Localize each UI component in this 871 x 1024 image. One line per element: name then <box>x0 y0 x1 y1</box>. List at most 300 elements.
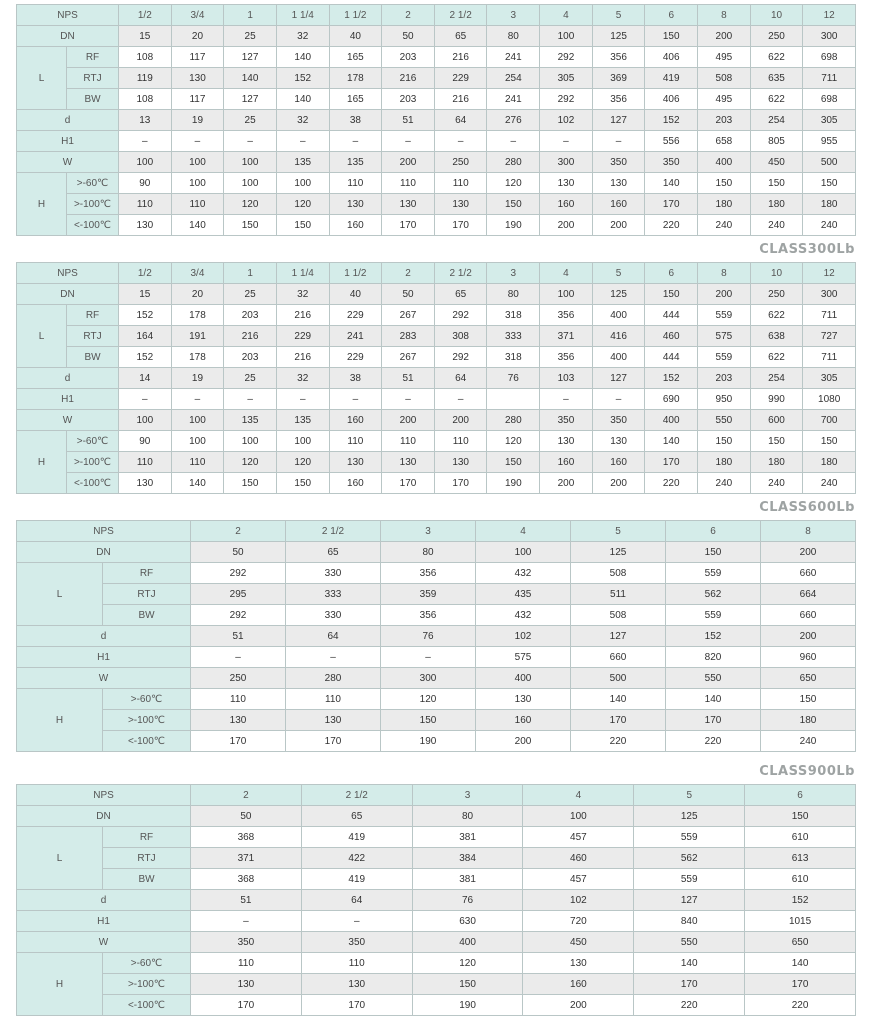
table-cell: 125 <box>592 26 645 47</box>
table-cell: 559 <box>666 563 761 584</box>
table-cell: 100 <box>224 173 277 194</box>
table-cell: 170 <box>434 215 487 236</box>
table-cell: 300 <box>803 284 856 305</box>
table-cell: 350 <box>592 410 645 431</box>
table-cell: 117 <box>171 89 224 110</box>
table-cell: 356 <box>540 305 593 326</box>
row-label: NPS <box>17 521 191 542</box>
table-cell: 140 <box>645 173 698 194</box>
table-cell: – <box>382 131 435 152</box>
table-cell: 110 <box>329 431 382 452</box>
column-header: 5 <box>571 521 666 542</box>
table-cell: 65 <box>286 542 381 563</box>
table-cell: 559 <box>666 605 761 626</box>
table-cell: 432 <box>476 563 571 584</box>
row-sub-label: >-60℃ <box>103 953 191 974</box>
table-row <box>17 542 856 563</box>
table-cell: 140 <box>666 689 761 710</box>
table-row <box>17 827 856 848</box>
table-cell: 127 <box>571 626 666 647</box>
table-row <box>17 326 856 347</box>
table-cell: 200 <box>592 215 645 236</box>
table-cell: 610 <box>745 827 856 848</box>
table-cell: 727 <box>803 326 856 347</box>
column-header: 8 <box>761 521 856 542</box>
table-cell: 495 <box>698 89 751 110</box>
table-cell: – <box>434 389 487 410</box>
table-cell: 300 <box>540 152 593 173</box>
table-cell: 19 <box>171 368 224 389</box>
table-cell: 120 <box>412 953 523 974</box>
table-row <box>17 389 856 410</box>
table-cell: 165 <box>329 89 382 110</box>
table-cell: 120 <box>381 689 476 710</box>
table-cell: 127 <box>224 89 277 110</box>
row-label: W <box>17 410 119 431</box>
table-cell: 130 <box>540 431 593 452</box>
table-cell: 90 <box>119 431 172 452</box>
table-cell: 444 <box>645 347 698 368</box>
table-cell: 130 <box>286 710 381 731</box>
row-label: d <box>17 368 119 389</box>
table-cell: 180 <box>750 452 803 473</box>
column-header: 1 1/4 <box>276 5 329 26</box>
row-sub-label: BW <box>67 89 119 110</box>
table-cell: 200 <box>540 215 593 236</box>
spec-table <box>16 520 856 752</box>
table-cell: 267 <box>382 305 435 326</box>
table-cell: 108 <box>119 47 172 68</box>
table-cell: 203 <box>698 110 751 131</box>
table-row <box>17 869 856 890</box>
row-sub-label: <-100℃ <box>103 995 191 1016</box>
table-cell: 20 <box>171 26 224 47</box>
table-cell: 100 <box>540 26 593 47</box>
table-cell: 120 <box>276 194 329 215</box>
column-header: 6 <box>645 5 698 26</box>
table-row <box>17 215 856 236</box>
row-sub-label: RF <box>103 827 191 848</box>
table-cell: 38 <box>329 110 382 131</box>
table-row <box>17 563 856 584</box>
table-cell: 32 <box>276 26 329 47</box>
table-cell: 13 <box>119 110 172 131</box>
table-cell: 150 <box>224 215 277 236</box>
table-cell: 711 <box>803 68 856 89</box>
table-cell: 170 <box>634 974 745 995</box>
table-cell: 333 <box>286 584 381 605</box>
row-sub-label: BW <box>103 605 191 626</box>
table-cell: 152 <box>745 890 856 911</box>
table-cell: 170 <box>382 215 435 236</box>
row-label: DN <box>17 26 119 47</box>
table-cell: – <box>381 647 476 668</box>
table-cell: 190 <box>381 731 476 752</box>
table-cell: 220 <box>634 995 745 1016</box>
table-row <box>17 263 856 284</box>
table-cell: 508 <box>571 605 666 626</box>
table-cell: 350 <box>592 152 645 173</box>
table-cell: 400 <box>476 668 571 689</box>
table-cell: 200 <box>540 473 593 494</box>
table-cell: 120 <box>276 452 329 473</box>
column-header: 10 <box>750 263 803 284</box>
table-cell: 622 <box>750 47 803 68</box>
table-cell: 50 <box>191 806 302 827</box>
table-cell: 150 <box>224 473 277 494</box>
table-cell: 622 <box>750 89 803 110</box>
table-cell: – <box>592 389 645 410</box>
table-cell: 170 <box>434 473 487 494</box>
spec-table-block <box>16 262 856 494</box>
table-cell: 292 <box>540 89 593 110</box>
table-cell: 400 <box>412 932 523 953</box>
table-cell: 127 <box>592 110 645 131</box>
table-cell: 130 <box>171 68 224 89</box>
table-cell: 130 <box>592 173 645 194</box>
table-cell: 240 <box>803 473 856 494</box>
table-cell: 241 <box>487 89 540 110</box>
table-cell: 559 <box>698 347 751 368</box>
table-cell: 305 <box>803 368 856 389</box>
table-cell: 422 <box>301 848 412 869</box>
row-sub-label: RF <box>67 305 119 326</box>
table-cell: 190 <box>487 473 540 494</box>
table-cell: 444 <box>645 305 698 326</box>
table-row <box>17 368 856 389</box>
table-cell: – <box>592 131 645 152</box>
table-cell: 64 <box>434 368 487 389</box>
table-cell: 330 <box>286 563 381 584</box>
table-cell: 216 <box>382 68 435 89</box>
table-cell: 333 <box>487 326 540 347</box>
table-cell: 80 <box>412 806 523 827</box>
table-cell: 100 <box>276 173 329 194</box>
column-header: 8 <box>698 5 751 26</box>
table-cell: 254 <box>750 110 803 131</box>
table-cell: 220 <box>571 731 666 752</box>
table-cell: 150 <box>381 710 476 731</box>
table-cell: – <box>191 647 286 668</box>
table-row <box>17 995 856 1016</box>
table-row <box>17 953 856 974</box>
table-cell: 559 <box>698 305 751 326</box>
table-cell: 381 <box>412 827 523 848</box>
table-cell: 450 <box>750 152 803 173</box>
table-row <box>17 5 856 26</box>
row-label: d <box>17 110 119 131</box>
table-cell: 170 <box>666 710 761 731</box>
table-cell: 610 <box>745 869 856 890</box>
table-cell: – <box>540 131 593 152</box>
table-cell: 955 <box>803 131 856 152</box>
table-row <box>17 26 856 47</box>
table-cell: 51 <box>382 368 435 389</box>
row-sub-label: <-100℃ <box>103 731 191 752</box>
table-cell: 350 <box>191 932 302 953</box>
table-row <box>17 410 856 431</box>
table-cell: 130 <box>191 974 302 995</box>
row-sub-label: >-100℃ <box>103 974 191 995</box>
table-cell: 125 <box>571 542 666 563</box>
table-row <box>17 347 856 368</box>
row-sub-label: >-100℃ <box>103 710 191 731</box>
table-row <box>17 647 856 668</box>
table-cell: 368 <box>191 827 302 848</box>
column-header: 4 <box>540 263 593 284</box>
table-cell: 229 <box>329 305 382 326</box>
row-sub-label: RF <box>67 47 119 68</box>
table-cell: 160 <box>592 452 645 473</box>
spec-table <box>16 4 856 236</box>
table-cell: 295 <box>191 584 286 605</box>
row-sub-label: >-60℃ <box>67 173 119 194</box>
row-label: NPS <box>17 5 119 26</box>
table-cell: 170 <box>301 995 412 1016</box>
table-cell: 432 <box>476 605 571 626</box>
table-cell: 371 <box>191 848 302 869</box>
table-cell: 102 <box>523 890 634 911</box>
table-cell: 240 <box>750 473 803 494</box>
column-header: 3/4 <box>171 5 224 26</box>
table-cell: 350 <box>540 410 593 431</box>
row-group-label: H <box>17 689 103 752</box>
table-cell: 220 <box>645 215 698 236</box>
table-cell: 15 <box>119 26 172 47</box>
table-cell: 90 <box>119 173 172 194</box>
table-cell: 664 <box>761 584 856 605</box>
table-row <box>17 689 856 710</box>
table-row <box>17 806 856 827</box>
table-cell: 250 <box>750 284 803 305</box>
table-cell: 76 <box>381 626 476 647</box>
row-sub-label: BW <box>67 347 119 368</box>
column-header: 12 <box>803 263 856 284</box>
table-cell: 820 <box>666 647 761 668</box>
row-sub-label: RTJ <box>67 68 119 89</box>
table-cell: 25 <box>224 284 277 305</box>
table-cell: 840 <box>634 911 745 932</box>
table-cell: 14 <box>119 368 172 389</box>
table-cell: 110 <box>171 194 224 215</box>
table-cell: 356 <box>381 563 476 584</box>
table-cell: 630 <box>412 911 523 932</box>
class-title: CLASS600Lb <box>759 500 855 515</box>
table-cell: 170 <box>745 974 856 995</box>
table-cell: 127 <box>592 368 645 389</box>
table-cell: 495 <box>698 47 751 68</box>
table-cell: 200 <box>698 26 751 47</box>
table-cell: 130 <box>382 452 435 473</box>
table-cell: 220 <box>666 731 761 752</box>
table-cell: 318 <box>487 305 540 326</box>
table-cell: 457 <box>523 827 634 848</box>
column-header: 1 1/2 <box>329 263 382 284</box>
table-cell: 119 <box>119 68 172 89</box>
row-sub-label: RTJ <box>67 326 119 347</box>
table-row <box>17 431 856 452</box>
table-cell: 152 <box>119 347 172 368</box>
table-cell: 178 <box>171 347 224 368</box>
table-cell: 690 <box>645 389 698 410</box>
table-cell: 562 <box>634 848 745 869</box>
table-cell: – <box>487 131 540 152</box>
table-row <box>17 890 856 911</box>
table-cell: 658 <box>698 131 751 152</box>
table-cell: 950 <box>698 389 751 410</box>
table-cell: – <box>276 389 329 410</box>
table-cell: 180 <box>698 452 751 473</box>
table-cell: 110 <box>301 953 412 974</box>
column-header: 4 <box>540 5 593 26</box>
table-cell: 180 <box>803 194 856 215</box>
table-cell: 19 <box>171 110 224 131</box>
table-cell <box>487 389 540 410</box>
table-cell: 400 <box>698 152 751 173</box>
row-group-label: L <box>17 305 67 368</box>
table-cell: 160 <box>329 215 382 236</box>
table-cell: 32 <box>276 110 329 131</box>
row-group-label: H <box>17 431 67 494</box>
spec-table <box>16 784 856 1016</box>
table-cell: 369 <box>592 68 645 89</box>
table-cell: 216 <box>224 326 277 347</box>
table-cell: 160 <box>476 710 571 731</box>
table-cell: 50 <box>382 284 435 305</box>
table-cell: 100 <box>276 431 329 452</box>
table-cell: 130 <box>523 953 634 974</box>
table-cell: 241 <box>329 326 382 347</box>
table-cell: 150 <box>745 806 856 827</box>
column-header: 3 <box>487 263 540 284</box>
table-cell: 150 <box>645 284 698 305</box>
table-cell: 435 <box>476 584 571 605</box>
table-cell: 1080 <box>803 389 856 410</box>
column-header: 1/2 <box>119 5 172 26</box>
column-header: 1 <box>224 263 277 284</box>
table-cell: 110 <box>119 452 172 473</box>
table-cell: 80 <box>487 26 540 47</box>
table-row <box>17 68 856 89</box>
table-row <box>17 284 856 305</box>
table-cell: 990 <box>750 389 803 410</box>
table-row <box>17 110 856 131</box>
table-cell: 110 <box>382 173 435 194</box>
table-cell: 381 <box>412 869 523 890</box>
table-cell: 76 <box>412 890 523 911</box>
table-cell: 356 <box>592 47 645 68</box>
class-title: CLASS300Lb <box>759 242 855 257</box>
table-cell: 220 <box>745 995 856 1016</box>
table-cell: 240 <box>761 731 856 752</box>
table-cell: 292 <box>434 305 487 326</box>
table-cell: 110 <box>119 194 172 215</box>
table-cell: 120 <box>224 452 277 473</box>
table-cell: 130 <box>434 194 487 215</box>
table-row <box>17 785 856 806</box>
table-cell: 200 <box>698 284 751 305</box>
table-cell: 51 <box>191 890 302 911</box>
column-header: 2 1/2 <box>434 5 487 26</box>
table-cell: 135 <box>276 152 329 173</box>
column-header: 2 <box>382 263 435 284</box>
row-sub-label: >-60℃ <box>67 431 119 452</box>
table-cell: 32 <box>276 368 329 389</box>
row-label: W <box>17 668 191 689</box>
table-cell: 276 <box>487 110 540 131</box>
table-row <box>17 473 856 494</box>
column-header: 6 <box>666 521 761 542</box>
table-cell: 130 <box>119 215 172 236</box>
table-cell: 110 <box>191 689 286 710</box>
table-cell: 100 <box>171 431 224 452</box>
table-row <box>17 452 856 473</box>
table-row <box>17 911 856 932</box>
row-sub-label: RTJ <box>103 584 191 605</box>
column-header: 2 1/2 <box>434 263 487 284</box>
table-cell: 556 <box>645 131 698 152</box>
row-sub-label: <-100℃ <box>67 473 119 494</box>
table-cell: 305 <box>803 110 856 131</box>
table-cell: 140 <box>645 431 698 452</box>
table-row <box>17 89 856 110</box>
table-cell: 100 <box>476 542 571 563</box>
row-label: W <box>17 932 191 953</box>
table-cell: 140 <box>171 215 224 236</box>
table-cell: 229 <box>276 326 329 347</box>
table-cell: 130 <box>476 689 571 710</box>
table-cell: 178 <box>329 68 382 89</box>
table-cell: 240 <box>698 473 751 494</box>
table-cell: 100 <box>119 152 172 173</box>
table-cell: 25 <box>224 368 277 389</box>
table-cell: 460 <box>645 326 698 347</box>
table-row <box>17 152 856 173</box>
table-cell: 960 <box>761 647 856 668</box>
table-cell: 160 <box>540 194 593 215</box>
table-cell: 250 <box>434 152 487 173</box>
table-cell: 125 <box>634 806 745 827</box>
column-header: 1 1/4 <box>276 263 329 284</box>
table-cell: 229 <box>329 347 382 368</box>
table-cell: 613 <box>745 848 856 869</box>
table-cell: 200 <box>382 410 435 431</box>
table-cell: 127 <box>634 890 745 911</box>
column-header: 3 <box>487 5 540 26</box>
table-cell: 100 <box>171 173 224 194</box>
table-cell: 100 <box>171 152 224 173</box>
table-cell: 250 <box>191 668 286 689</box>
table-row <box>17 521 856 542</box>
table-cell: 203 <box>382 89 435 110</box>
table-cell: 190 <box>487 215 540 236</box>
table-cell: 559 <box>634 827 745 848</box>
table-cell: 140 <box>171 473 224 494</box>
table-cell: 350 <box>301 932 412 953</box>
table-cell: 110 <box>434 431 487 452</box>
table-cell: 250 <box>750 26 803 47</box>
row-sub-label: >-100℃ <box>67 452 119 473</box>
table-cell: 371 <box>540 326 593 347</box>
table-cell: – <box>119 131 172 152</box>
table-cell: 51 <box>191 626 286 647</box>
table-cell: 140 <box>745 953 856 974</box>
table-cell: 254 <box>750 368 803 389</box>
column-header: 1 <box>224 5 277 26</box>
table-cell: 400 <box>645 410 698 431</box>
table-cell: 368 <box>191 869 302 890</box>
row-label: NPS <box>17 785 191 806</box>
